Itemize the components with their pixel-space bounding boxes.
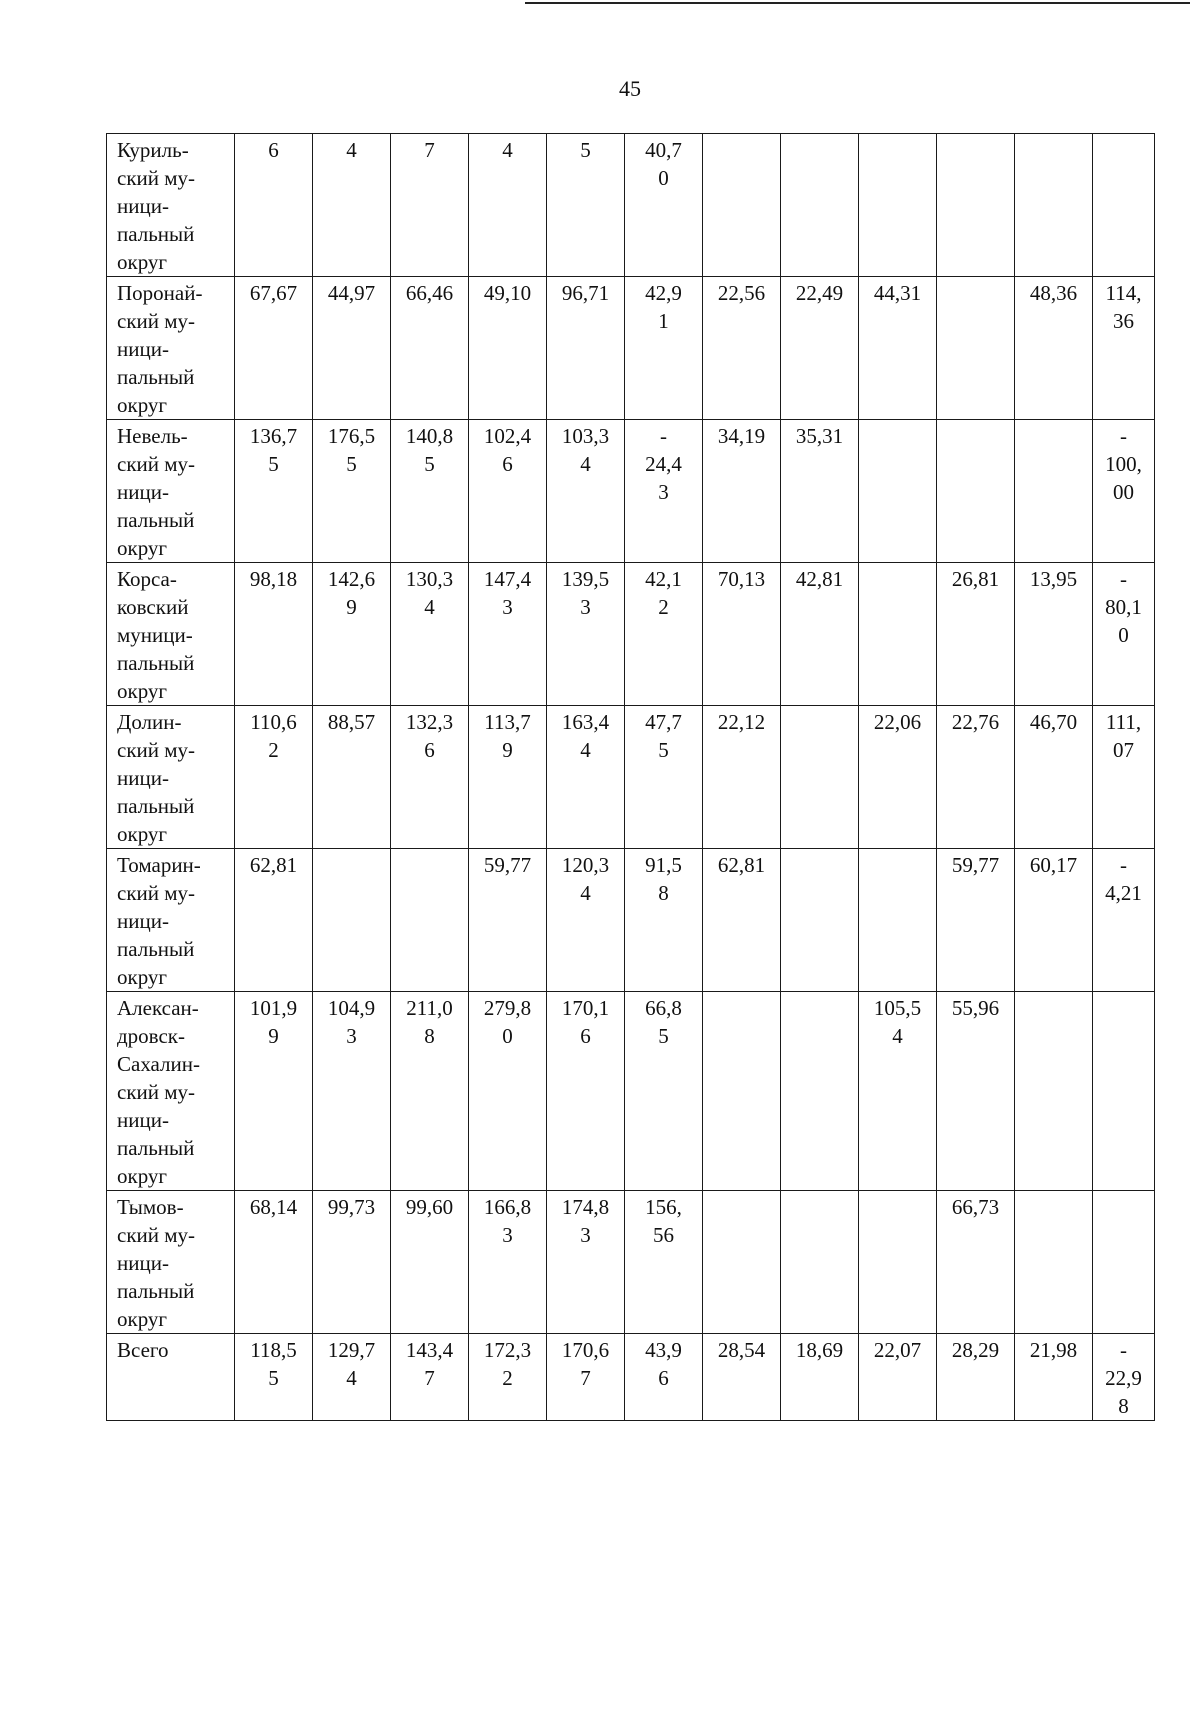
table-cell: 118,5 5 — [235, 1334, 313, 1421]
table-cell: 136,7 5 — [235, 420, 313, 563]
table-cell: 105,5 4 — [859, 992, 937, 1191]
row-label: Томарин- ский му- ници- пальный округ — [107, 849, 235, 992]
table-cell: 101,9 9 — [235, 992, 313, 1191]
table-cell — [781, 992, 859, 1191]
table-cell: 111, 07 — [1093, 706, 1155, 849]
table-cell: - 80,1 0 — [1093, 563, 1155, 706]
table-cell: 172,3 2 — [469, 1334, 547, 1421]
table-cell: 48,36 — [1015, 277, 1093, 420]
table-cell: 60,17 — [1015, 849, 1093, 992]
table-cell — [1015, 992, 1093, 1191]
table-cell — [859, 849, 937, 992]
table-cell: 42,81 — [781, 563, 859, 706]
table-cell: 62,81 — [703, 849, 781, 992]
table-row — [107, 277, 1155, 420]
table-cell — [937, 277, 1015, 420]
table-cell: 66,73 — [937, 1191, 1015, 1334]
table-cell: 43,9 6 — [625, 1334, 703, 1421]
table-cell: 5 — [547, 134, 625, 277]
table-row — [107, 563, 1155, 706]
table-cell: - 22,9 8 — [1093, 1334, 1155, 1421]
table-row — [107, 1191, 1155, 1334]
table-cell: 42,9 1 — [625, 277, 703, 420]
table-cell: 42,1 2 — [625, 563, 703, 706]
table-row — [107, 1334, 1155, 1421]
table-cell: 129,7 4 — [313, 1334, 391, 1421]
table-cell — [703, 1191, 781, 1334]
table-cell: 13,95 — [1015, 563, 1093, 706]
table-cell: 174,8 3 — [547, 1191, 625, 1334]
table-cell: 28,54 — [703, 1334, 781, 1421]
table-cell: - 4,21 — [1093, 849, 1155, 992]
table-cell — [781, 134, 859, 277]
table-cell: 120,3 4 — [547, 849, 625, 992]
table-cell — [781, 706, 859, 849]
table-cell: 4 — [469, 134, 547, 277]
table-cell: 21,98 — [1015, 1334, 1093, 1421]
table-cell: 22,56 — [703, 277, 781, 420]
table-cell: 98,18 — [235, 563, 313, 706]
row-label: Невель- ский му- ници- пальный округ — [107, 420, 235, 563]
table-cell — [1093, 992, 1155, 1191]
table-cell: 70,13 — [703, 563, 781, 706]
table-cell: 28,29 — [937, 1334, 1015, 1421]
table-cell — [859, 134, 937, 277]
table-cell: 104,9 3 — [313, 992, 391, 1191]
table-cell: 88,57 — [313, 706, 391, 849]
table-cell: 114, 36 — [1093, 277, 1155, 420]
table-cell — [1093, 1191, 1155, 1334]
table-cell: 44,97 — [313, 277, 391, 420]
table-row — [107, 134, 1155, 277]
table-cell — [859, 420, 937, 563]
table-cell: 143,4 7 — [391, 1334, 469, 1421]
row-label: Всего — [107, 1334, 235, 1421]
table-cell — [1015, 134, 1093, 277]
table-cell: 99,73 — [313, 1191, 391, 1334]
table-cell: 110,6 2 — [235, 706, 313, 849]
table-cell — [1015, 420, 1093, 563]
table-cell: 211,0 8 — [391, 992, 469, 1191]
table-cell — [937, 420, 1015, 563]
table-cell — [1015, 1191, 1093, 1334]
table-cell: 139,5 3 — [547, 563, 625, 706]
table-row — [107, 420, 1155, 563]
table-cell: 132,3 6 — [391, 706, 469, 849]
table-cell: 59,77 — [469, 849, 547, 992]
table-cell: 18,69 — [781, 1334, 859, 1421]
table-cell: 55,96 — [937, 992, 1015, 1191]
table-cell: 7 — [391, 134, 469, 277]
table-cell — [703, 134, 781, 277]
table-cell — [391, 849, 469, 992]
table-cell — [937, 134, 1015, 277]
table-cell: 6 — [235, 134, 313, 277]
table-cell: 26,81 — [937, 563, 1015, 706]
table-cell: 163,4 4 — [547, 706, 625, 849]
table-cell: - 100, 00 — [1093, 420, 1155, 563]
table-cell: 47,7 5 — [625, 706, 703, 849]
table-cell: 22,49 — [781, 277, 859, 420]
table-cell: 22,76 — [937, 706, 1015, 849]
table-cell — [859, 1191, 937, 1334]
table-cell: - 24,4 3 — [625, 420, 703, 563]
table-row — [107, 849, 1155, 992]
table-cell — [313, 849, 391, 992]
table-cell — [781, 1191, 859, 1334]
table-cell: 103,3 4 — [547, 420, 625, 563]
table-cell: 176,5 5 — [313, 420, 391, 563]
table-cell: 4 — [313, 134, 391, 277]
table-cell: 49,10 — [469, 277, 547, 420]
table-cell: 113,7 9 — [469, 706, 547, 849]
table-cell: 34,19 — [703, 420, 781, 563]
row-label: Долин- ский му- ници- пальный округ — [107, 706, 235, 849]
table-row — [107, 992, 1155, 1191]
table-cell: 22,12 — [703, 706, 781, 849]
row-label: Тымов- ский му- ници- пальный округ — [107, 1191, 235, 1334]
row-label: Куриль- ский му- ници- пальный округ — [107, 134, 235, 277]
table-cell: 40,7 0 — [625, 134, 703, 277]
table-cell: 166,8 3 — [469, 1191, 547, 1334]
table-body — [107, 134, 1155, 1421]
table-cell: 44,31 — [859, 277, 937, 420]
table-row — [107, 706, 1155, 849]
table-cell: 35,31 — [781, 420, 859, 563]
table-cell: 66,46 — [391, 277, 469, 420]
table-cell: 156, 56 — [625, 1191, 703, 1334]
table-cell: 130,3 4 — [391, 563, 469, 706]
table-cell: 59,77 — [937, 849, 1015, 992]
table-cell: 22,06 — [859, 706, 937, 849]
table-cell: 170,6 7 — [547, 1334, 625, 1421]
table-cell: 102,4 6 — [469, 420, 547, 563]
table-cell: 96,71 — [547, 277, 625, 420]
table-cell: 142,6 9 — [313, 563, 391, 706]
data-table — [106, 133, 1155, 1421]
table-cell: 140,8 5 — [391, 420, 469, 563]
row-label: Поронай- ский му- ници- пальный округ — [107, 277, 235, 420]
table-cell: 22,07 — [859, 1334, 937, 1421]
table-cell — [859, 563, 937, 706]
table-cell: 67,67 — [235, 277, 313, 420]
table-cell: 147,4 3 — [469, 563, 547, 706]
top-rule — [525, 2, 1190, 4]
row-label: Алексан- дровск- Сахалин- ский му- ници- пальный округ — [107, 992, 235, 1191]
page-number: 45 — [619, 76, 641, 101]
table-cell: 46,70 — [1015, 706, 1093, 849]
table-cell: 62,81 — [235, 849, 313, 992]
table-cell: 170,1 6 — [547, 992, 625, 1191]
table-cell: 99,60 — [391, 1191, 469, 1334]
table-cell: 66,8 5 — [625, 992, 703, 1191]
table-cell: 91,5 8 — [625, 849, 703, 992]
table-cell — [781, 849, 859, 992]
table-cell — [703, 992, 781, 1191]
table-cell — [1093, 134, 1155, 277]
table-cell: 68,14 — [235, 1191, 313, 1334]
table-cell: 279,8 0 — [469, 992, 547, 1191]
row-label: Корса- ковский муници- пальный округ — [107, 563, 235, 706]
